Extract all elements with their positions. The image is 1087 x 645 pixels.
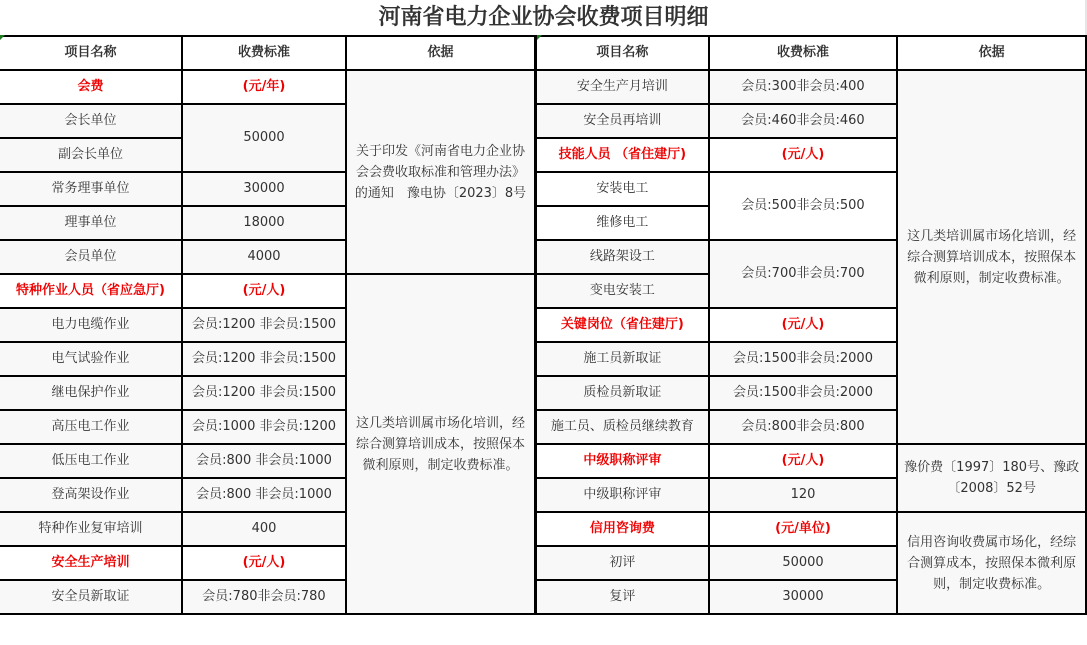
table-row: [536, 444, 1086, 478]
item-name[interactable]: 电力电缆作业: [0, 308, 182, 342]
item-fee[interactable]: 会员:780非会员:780: [182, 580, 346, 614]
item-fee[interactable]: 50000: [709, 546, 898, 580]
item-name[interactable]: 变电安装工: [536, 274, 709, 308]
item-fee[interactable]: 会员:800 非会员:1000: [182, 478, 346, 512]
item-fee[interactable]: 会员:1500非会员:2000: [709, 342, 898, 376]
item-name[interactable]: 登高架设作业: [0, 478, 182, 512]
cell-comment-marker-icon: [537, 35, 542, 40]
item-fee[interactable]: 会员:1200 非会员:1500: [182, 308, 346, 342]
item-name[interactable]: 线路架设工: [536, 240, 709, 274]
header-basis: 依据: [897, 36, 1086, 70]
category-unit[interactable]: (元/人): [182, 546, 346, 580]
item-fee[interactable]: 30000: [709, 580, 898, 614]
item-fee[interactable]: 120: [709, 478, 898, 512]
category-name[interactable]: 会费: [0, 70, 182, 104]
item-name[interactable]: 施工员新取证: [536, 342, 709, 376]
item-fee[interactable]: 会员:700非会员:700: [709, 240, 898, 308]
item-fee[interactable]: 4000: [182, 240, 346, 274]
category-name[interactable]: 技能人员 （省住建厅): [536, 138, 709, 172]
basis-cell[interactable]: 这几类培训属市场化培训，经综合测算培训成本，按照保本微利原则，制定收费标准。: [897, 70, 1086, 444]
table-row: [0, 274, 535, 308]
fee-table-right: [535, 35, 1087, 615]
item-name[interactable]: 继电保护作业: [0, 376, 182, 410]
item-name[interactable]: 维修电工: [536, 206, 709, 240]
item-name[interactable]: 质检员新取证: [536, 376, 709, 410]
header-row: [0, 36, 535, 70]
item-fee[interactable]: 400: [182, 512, 346, 546]
item-name[interactable]: 安全员再培训: [536, 104, 709, 138]
item-name[interactable]: 初评: [536, 546, 709, 580]
basis-cell[interactable]: 这几类培训属市场化培训，经综合测算培训成本，按照保本微利原则，制定收费标准。: [346, 274, 535, 614]
header-fee-standard: 收费标准: [709, 36, 898, 70]
item-fee[interactable]: 30000: [182, 172, 346, 206]
item-fee[interactable]: 会员:300非会员:400: [709, 70, 898, 104]
category-name[interactable]: 关键岗位（省住建厅): [536, 308, 709, 342]
category-name[interactable]: 中级职称评审: [536, 444, 709, 478]
basis-cell[interactable]: 豫价费〔1997〕180号、豫政〔2008〕52号: [897, 444, 1086, 512]
item-name[interactable]: 复评: [536, 580, 709, 614]
item-name[interactable]: 会长单位: [0, 104, 182, 138]
item-name[interactable]: 安装电工: [536, 172, 709, 206]
item-name[interactable]: 安全员新取证: [0, 580, 182, 614]
item-name[interactable]: 副会长单位: [0, 138, 182, 172]
category-unit[interactable]: (元/年): [182, 70, 346, 104]
category-unit[interactable]: (元/人): [709, 308, 898, 342]
item-fee[interactable]: 50000: [182, 104, 346, 172]
fee-table-left: [0, 35, 536, 615]
item-fee[interactable]: 会员:1000 非会员:1200: [182, 410, 346, 444]
item-name[interactable]: 高压电工作业: [0, 410, 182, 444]
header-row: [536, 36, 1086, 70]
item-fee[interactable]: 会员:800非会员:800: [709, 410, 898, 444]
item-name[interactable]: 会员单位: [0, 240, 182, 274]
item-name[interactable]: 安全生产月培训: [536, 70, 709, 104]
item-name[interactable]: 特种作业复审培训: [0, 512, 182, 546]
item-fee[interactable]: 会员:800 非会员:1000: [182, 444, 346, 478]
cell-comment-marker-icon: [0, 35, 5, 40]
item-fee[interactable]: 会员:1200 非会员:1500: [182, 376, 346, 410]
item-name[interactable]: 理事单位: [0, 206, 182, 240]
table-row: [536, 512, 1086, 546]
category-name[interactable]: 信用咨询费: [536, 512, 709, 546]
table-row: [0, 70, 535, 104]
category-unit[interactable]: (元/单位): [709, 512, 898, 546]
item-fee[interactable]: 会员:460非会员:460: [709, 104, 898, 138]
category-unit[interactable]: (元/人): [709, 138, 898, 172]
item-name[interactable]: 常务理事单位: [0, 172, 182, 206]
category-unit[interactable]: (元/人): [709, 444, 898, 478]
item-fee[interactable]: 会员:500非会员:500: [709, 172, 898, 240]
table-row: [536, 70, 1086, 104]
category-unit[interactable]: (元/人): [182, 274, 346, 308]
header-basis: 依据: [346, 36, 535, 70]
item-fee[interactable]: 会员:1200 非会员:1500: [182, 342, 346, 376]
header-item-name: 项目名称: [0, 36, 182, 70]
item-name[interactable]: 中级职称评审: [536, 478, 709, 512]
page-title: 河南省电力企业协会收费项目明细: [378, 5, 709, 30]
item-fee[interactable]: 会员:1500非会员:2000: [709, 376, 898, 410]
header-item-name: 项目名称: [536, 36, 709, 70]
item-fee[interactable]: 18000: [182, 206, 346, 240]
header-fee-standard: 收费标准: [182, 36, 346, 70]
category-name[interactable]: 安全生产培训: [0, 546, 182, 580]
basis-cell[interactable]: 信用咨询收费属市场化，经综合测算成本，按照保本微利原则，制定收费标准。: [897, 512, 1086, 614]
item-name[interactable]: 低压电工作业: [0, 444, 182, 478]
basis-cell[interactable]: 关于印发《河南省电力企业协会会费收取标准和管理办法》的通知 豫电协〔2023〕8号: [346, 70, 535, 274]
item-name[interactable]: 电气试验作业: [0, 342, 182, 376]
item-name[interactable]: 施工员、质检员继续教育: [536, 410, 709, 444]
category-name[interactable]: 特种作业人员（省应急厅): [0, 274, 182, 308]
